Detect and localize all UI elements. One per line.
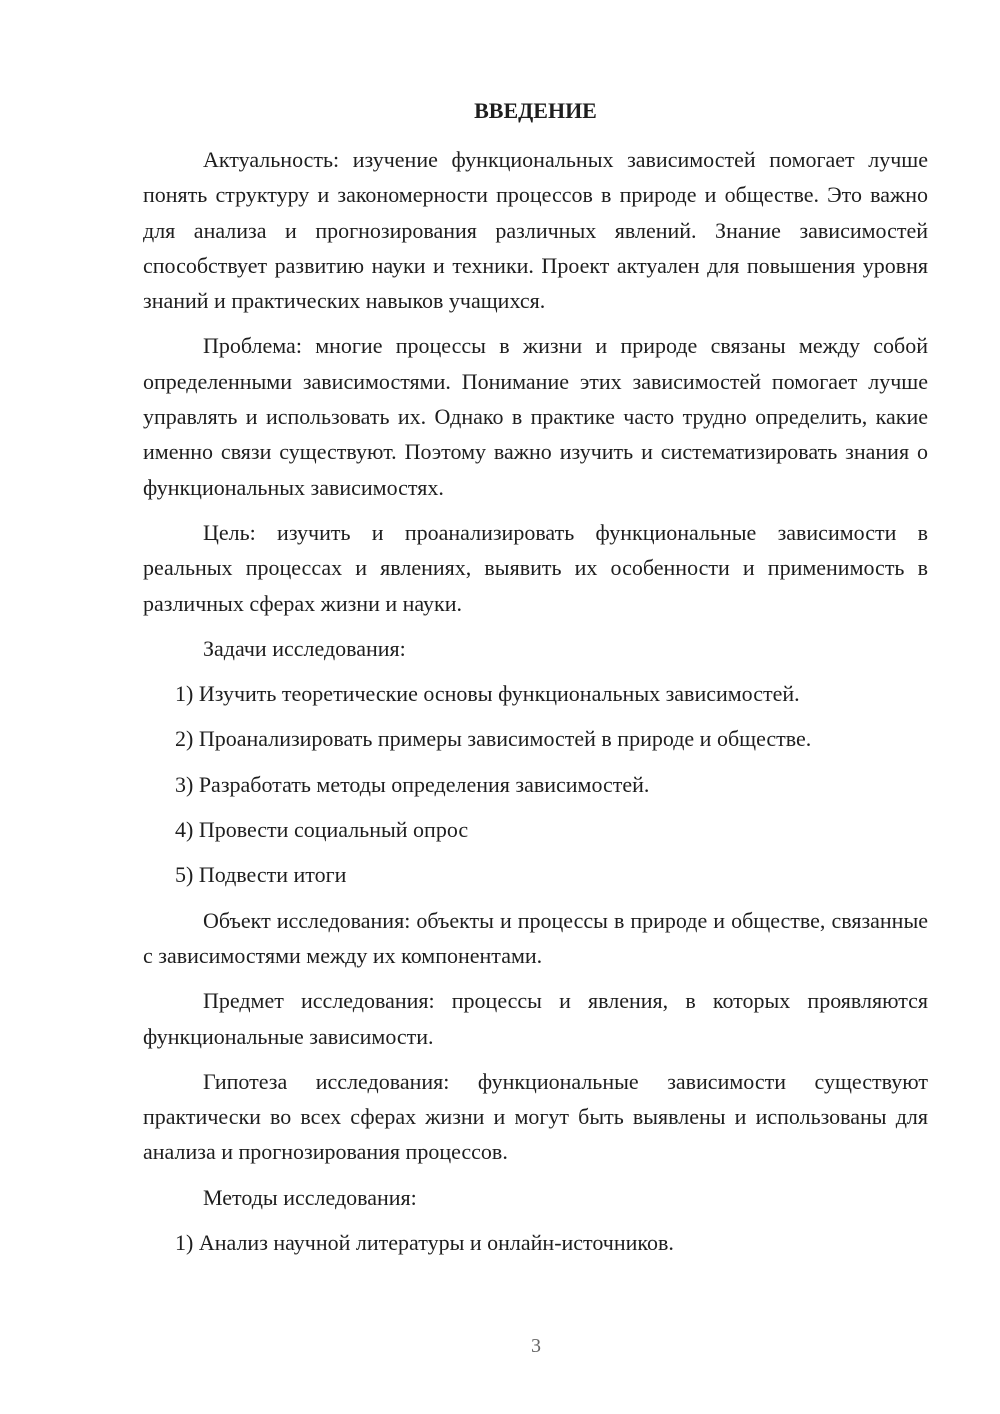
task-item: 3) Разработать методы определения зависимостей. [175,771,650,797]
goal-paragraph: Цель: изучить и проанализировать функциональные зависимости в реальных процессах и явлениях, выявить их особенности и применимость в различных сферах жизни и науки. [143,519,928,616]
page-content [143,142,928,1270]
section-heading: ВВЕДЕНИЕ [474,98,597,123]
task-item: 5) Подвести итоги [175,862,347,888]
methods-title: Методы исследования: [203,1184,417,1210]
problem-paragraph: Проблема: многие процессы в жизни и природе связаны между собой определенными зависимостями. Понимание этих зависимостей помогает лучше управлять и использовать их. Однако в практике часто трудно определить, какие именно связи существуют. Поэтому важно изучить и систематизировать знания о функциональных зависимостях. [143,333,928,500]
task-item: 1) Изучить теоретические основы функциональных зависимостей. [175,681,800,707]
subject-paragraph: Предмет исследования: процессы и явления, в которых проявляются функциональные зависимости. [143,988,928,1049]
object-paragraph: Объект исследования: объекты и процессы в природе и обществе, связанные с зависимостями между их компонентами. [143,907,928,968]
relevance-paragraph: Актуальность: изучение функциональных зависимостей помогает лучше понять структуру и закономерности процессов в природе и обществе. Это важно для анализа и прогнозирования различных явлений. Знание зависимостей способствует развитию науки и техники. Проект актуален для повышения уровня знаний и практических навыков учащихся. [143,147,928,314]
hypothesis-paragraph: Гипотеза исследования: функциональные зависимости существуют практически во всех сферах жизни и могут быть выявлены и использованы для анализа и прогнозирования процессов. [143,1068,928,1165]
page-number: 3 [531,1335,541,1357]
method-item: 1) Анализ научной литературы и онлайн-источников. [175,1230,674,1256]
task-item: 2) Проанализировать примеры зависимостей в природе и обществе. [175,726,812,752]
task-item: 4) Провести социальный опрос [175,817,469,843]
tasks-title: Задачи исследования: [203,635,406,661]
